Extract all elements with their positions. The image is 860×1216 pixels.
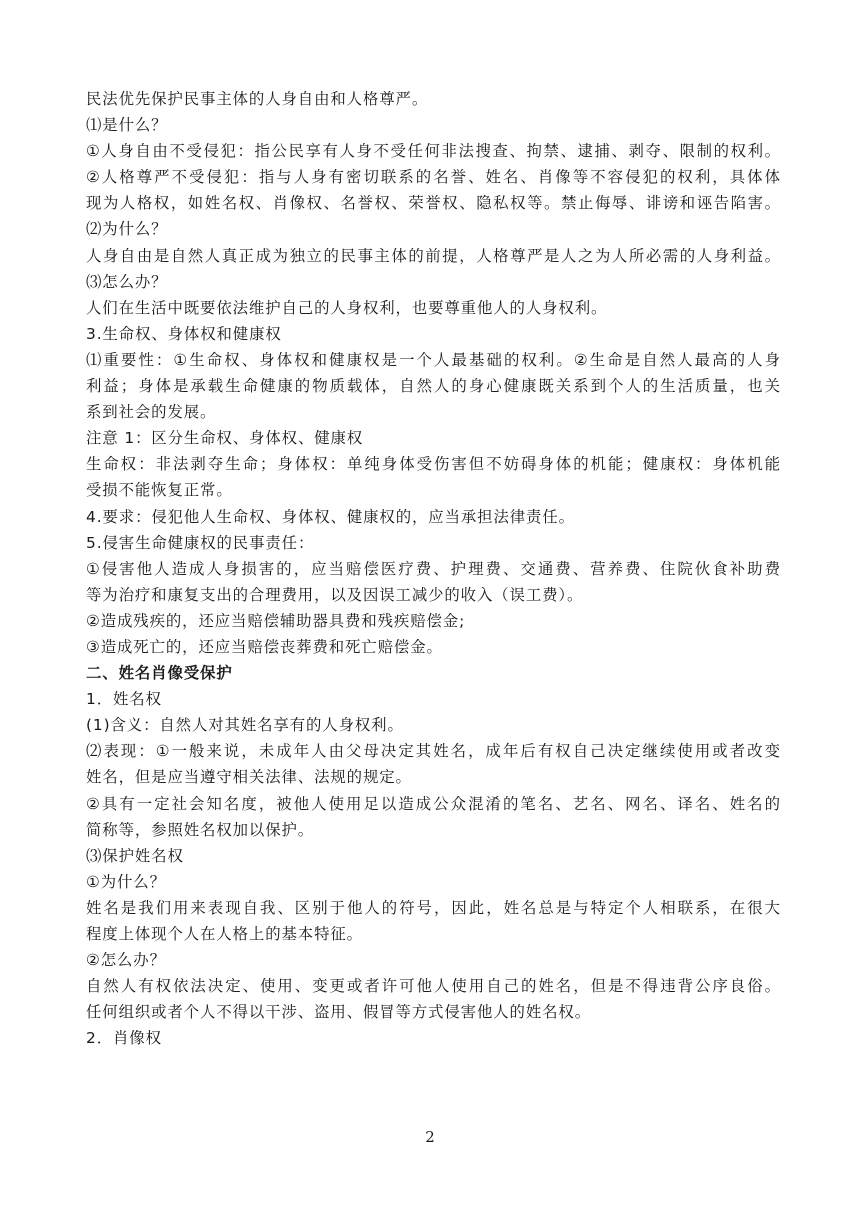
section-heading: 二、姓名肖像受保护 — [86, 664, 233, 683]
text-line: 等为治疗和康复支出的合理费用，以及因误工减少的收入（误工费）。 — [86, 585, 584, 604]
text-line: 注意 1：区分生命权、身体权、健康权 — [86, 429, 364, 448]
text-line: ⑵为什么？ — [86, 220, 168, 239]
text-line: 姓名是我们用来表现自我、区别于他人的符号，因此，姓名总是与特定个人相联系，在很大 — [86, 898, 780, 917]
text-line: 任何组织或者个人不得以干涉、盗用、假冒等方式侵害他人的姓名权。 — [86, 1003, 592, 1022]
text-line: 受损不能恢复正常。 — [86, 481, 233, 500]
text-line: 1．姓名权 — [86, 690, 162, 709]
text-line: 人们在生活中既要依法维护自己的人身权利，也要尊重他人的人身权利。 — [86, 298, 608, 317]
text-line: ⑶怎么办？ — [86, 272, 168, 291]
text-line: 系到社会的发展。 — [86, 403, 217, 422]
text-line: 民法优先保护民事主体的人身自由和人格尊严。 — [86, 90, 429, 108]
text-line: 程度上体现个人在人格上的基本特征。 — [86, 925, 363, 943]
text-line: ③造成死亡的，还应当赔偿丧葬费和死亡赔偿金。 — [86, 637, 443, 656]
text-line: ②具有一定社会知名度，被他人使用足以造成公众混淆的笔名、艺名、网名、译名、姓名的 — [86, 794, 780, 813]
text-line: ②人格尊严不受侵犯：指与人身有密切联系的名誉、姓名、肖像等不容侵犯的权利，具体体 — [86, 168, 780, 187]
page-number: 2 — [425, 1128, 435, 1146]
text-line: (1)含义：自然人对其姓名享有的人身权利。 — [86, 716, 404, 735]
text-line: ⑶保护姓名权 — [86, 846, 184, 865]
text-line: 姓名，但是应当遵守相关法律、法规的规定。 — [86, 768, 412, 787]
text-line: ⑵表现：①一般来说，未成年人由父母决定其姓名，成年后有权自己决定继续使用或者改变 — [86, 742, 780, 761]
text-line: 人身自由是自然人真正成为独立的民事主体的前提，人格尊严是人之为人所必需的人身利益。 — [86, 246, 780, 265]
text-line: ②造成残疾的，还应当赔偿辅助器具费和残疾赔偿金; — [86, 611, 466, 630]
text-line: ①为什么？ — [86, 872, 166, 891]
text-line: ②怎么办？ — [86, 951, 166, 970]
text-line: 2．肖像权 — [86, 1029, 162, 1048]
text-line: ⑴是什么？ — [86, 116, 168, 135]
text-line: 自然人有权依法决定、使用、变更或者许可他人使用自己的姓名，但是不得违背公序良俗。 — [86, 977, 780, 996]
text-line: 5.侵害生命健康权的民事责任： — [86, 533, 315, 552]
text-line: 3.生命权、身体权和健康权 — [86, 324, 282, 343]
document-body — [86, 86, 780, 1051]
text-line: ①人身自由不受侵犯：指公民享有人身不受任何非法搜查、拘禁、逮捕、剥夺、限制的权利。 — [86, 142, 780, 161]
text-line: 简称等，参照姓名权加以保护。 — [86, 820, 315, 839]
text-line: 生命权：非法剥夺生命；身体权：单纯身体受伤害但不妨碍身体的机能；健康权：身体机能 — [86, 455, 780, 474]
text-line: ①侵害他人造成人身损害的，应当赔偿医疗费、护理费、交通费、营养费、住院伙食补助费 — [86, 559, 780, 578]
text-line: 4.要求：侵犯他人生命权、身体权、健康权的，应当承担法律责任。 — [86, 507, 575, 526]
text-line: ⑴重要性：①生命权、身体权和健康权是一个人最基础的权利。②生命是自然人最高的人身 — [86, 350, 780, 369]
text-line: 利益；身体是承载生命健康的物质载体，自然人的身心健康既关系到个人的生活质量，也关 — [86, 377, 780, 396]
text-line: 现为人格权，如姓名权、肖像权、名誉权、荣誉权、隐私权等。禁止侮辱、诽谤和诬告陷害。 — [86, 194, 780, 213]
